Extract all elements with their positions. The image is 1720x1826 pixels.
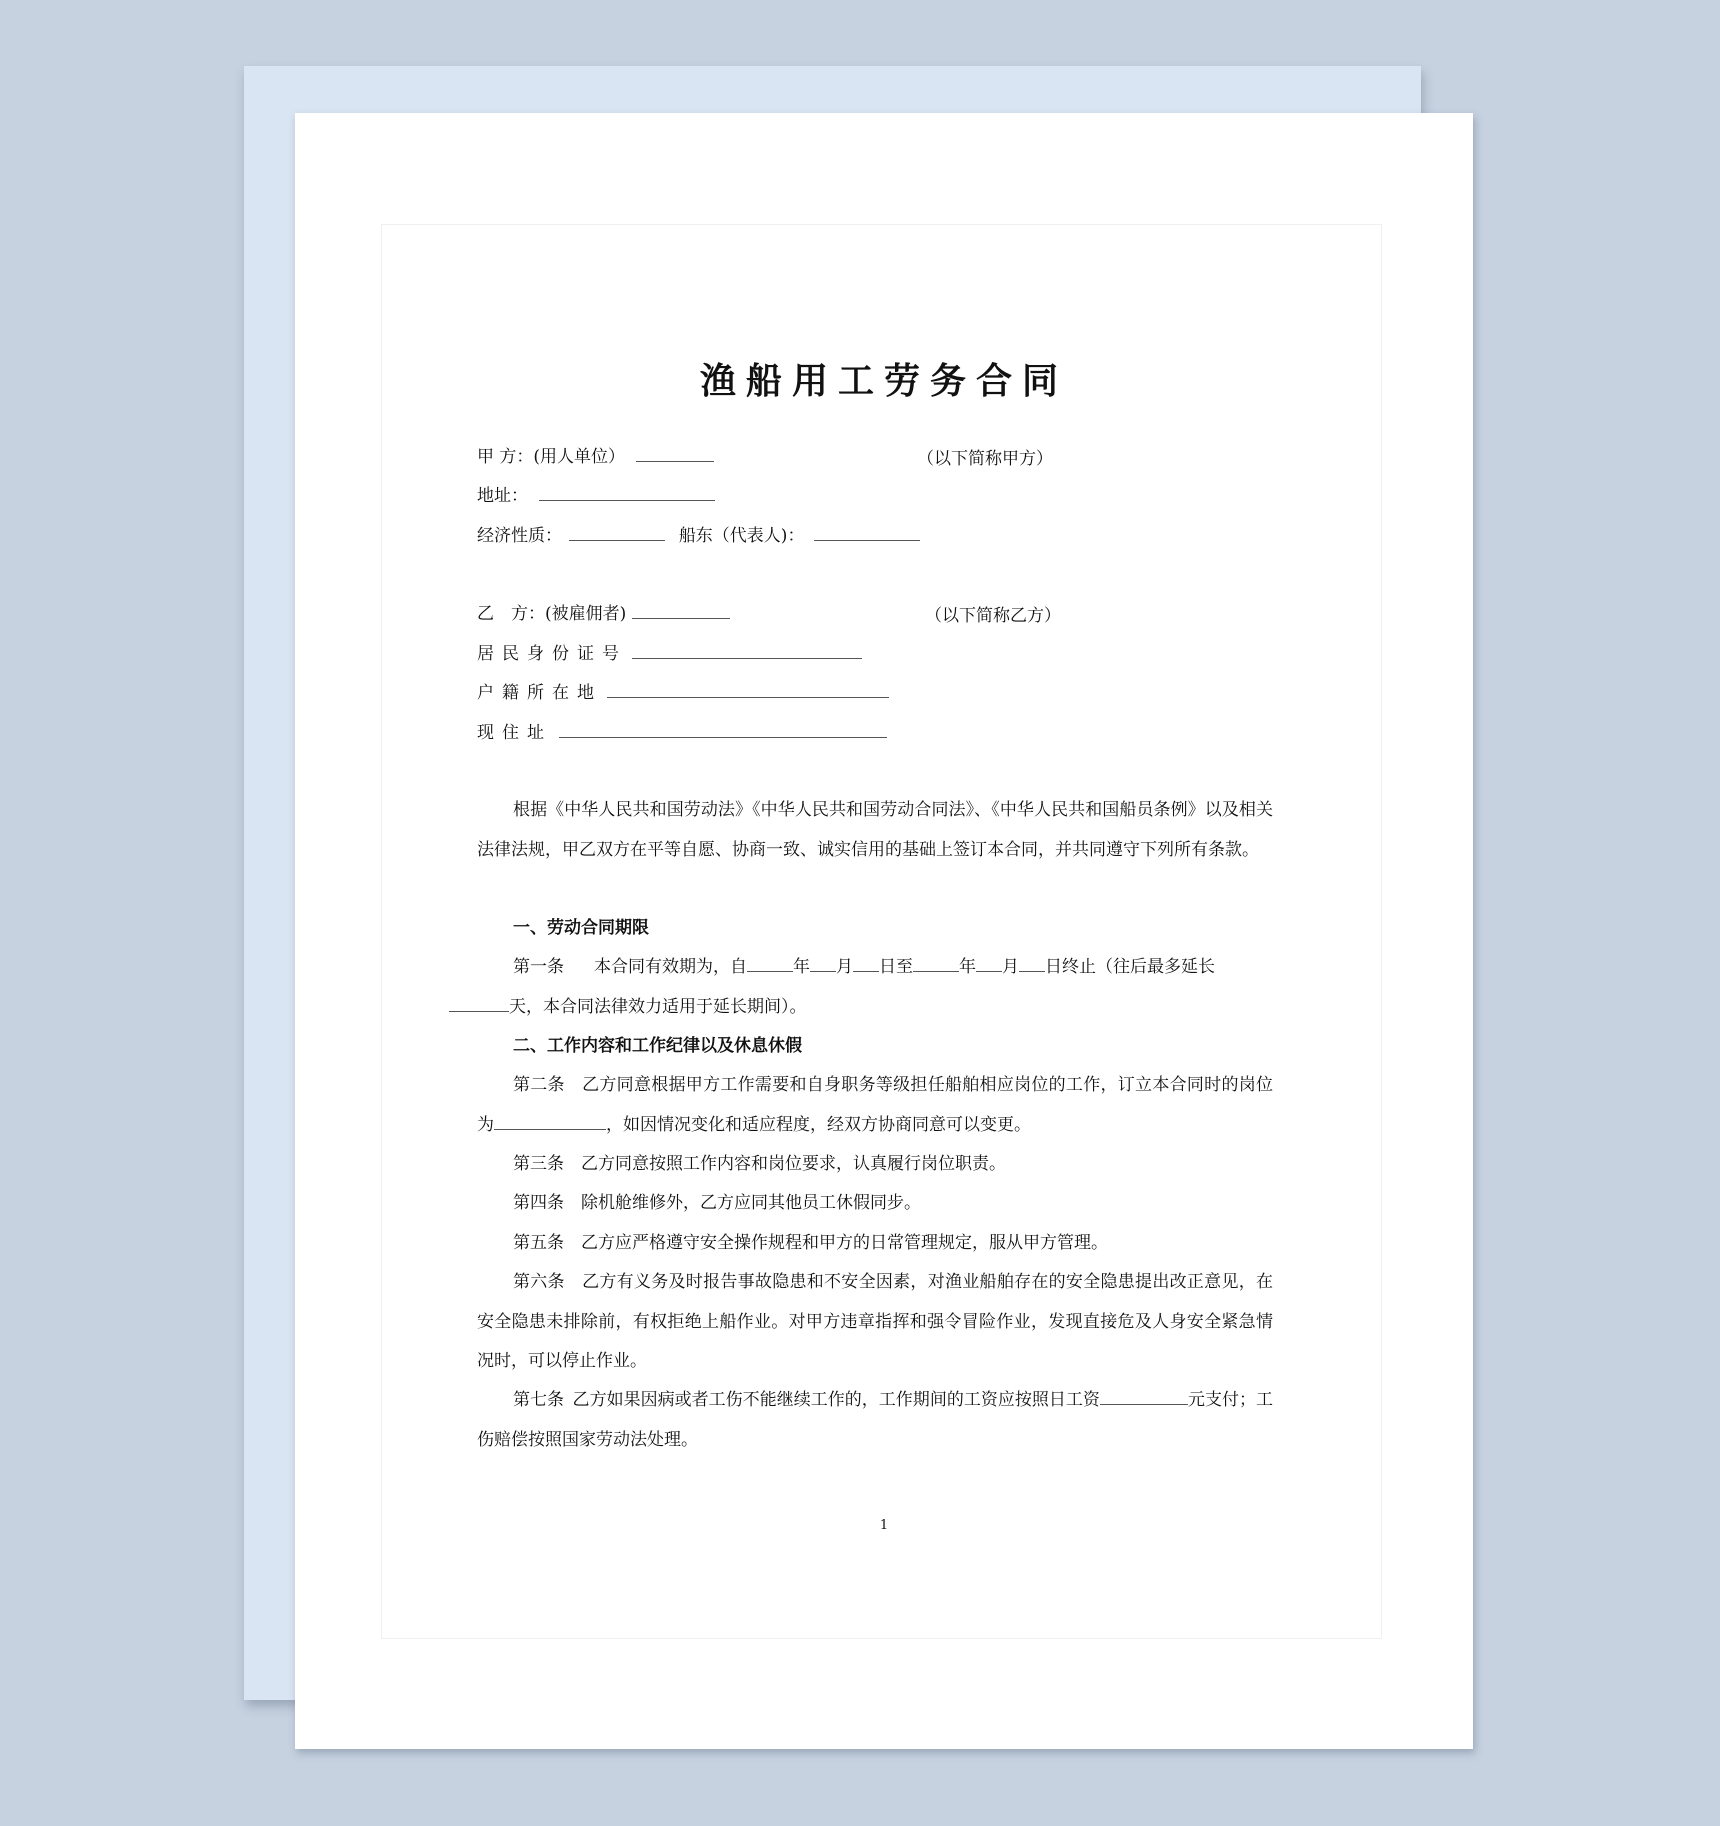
- party-a-label: 甲 方：(用人单位）: [477, 447, 626, 467]
- article-5-label: 第五条: [513, 1233, 564, 1253]
- shipowner-blank: [814, 523, 920, 541]
- document-title: 渔船用工劳务合同: [699, 360, 1068, 402]
- end-year-blank: [913, 954, 959, 972]
- article-5-text: 乙方应严格遵守安全操作规程和甲方的日常管理规定，服从甲方管理。: [581, 1233, 1108, 1253]
- household-blank: [607, 680, 889, 698]
- month-label: 月: [836, 957, 853, 977]
- household-label: 户籍所在地: [477, 683, 602, 703]
- party-b-note: （以下简称乙方）: [925, 606, 1061, 626]
- party-b-label: 乙 方：(被雇佣者): [477, 604, 627, 624]
- party-b-blank: [632, 601, 730, 619]
- article-7: [477, 1381, 1273, 1460]
- page-number: 1: [879, 1518, 889, 1533]
- shipowner-label: 船东（代表人)：: [678, 526, 805, 546]
- article-4-text: 除机舱维修外，乙方应同其他员工休假同步。: [581, 1193, 921, 1213]
- current-address-line: [477, 720, 887, 745]
- article-5: [477, 1224, 1273, 1264]
- start-month-blank: [810, 954, 836, 972]
- front-page-sheet: [295, 113, 1473, 1749]
- id-number-line: [477, 641, 862, 666]
- end-month-blank: [976, 954, 1002, 972]
- party-a-line: [477, 444, 714, 469]
- party-a-blank: [636, 444, 714, 462]
- daily-wage-blank: [1100, 1387, 1188, 1405]
- economic-nature-label: 经济性质：: [477, 526, 562, 546]
- party-a-note: （以下简称甲方）: [917, 449, 1053, 469]
- article-3: [477, 1145, 1273, 1185]
- position-blank: [494, 1112, 606, 1130]
- party-a-address-line: [477, 483, 715, 508]
- article-2-text: 乙方同意根据甲方工作需要和自身职务等级担任船舶相应岗位的工作，订立本合同时的岗位为: [477, 1075, 1274, 1135]
- id-number-label: 居民身份证号: [477, 644, 627, 664]
- article-7-text: 乙方如果因病或者工伤不能继续工作的，工作期间的工资应按照日工资: [572, 1390, 1100, 1410]
- article-1: [477, 948, 1273, 1027]
- address-blank: [539, 483, 715, 501]
- day-to-label: 日至: [879, 957, 913, 977]
- economic-nature-line: [477, 523, 920, 548]
- year-label: 年: [793, 957, 810, 977]
- article-1-text: 本合同有效期为，自: [594, 957, 747, 977]
- article-1-label: 第一条: [513, 957, 564, 977]
- current-address-blank: [559, 720, 887, 738]
- end-day-blank: [1019, 954, 1045, 972]
- article-7-label: 第七条: [513, 1390, 565, 1410]
- household-line: [477, 680, 889, 705]
- article-2-label: 第二条: [513, 1075, 565, 1095]
- current-address-label: 现住址: [477, 723, 552, 743]
- article-6-label: 第六条: [513, 1272, 565, 1292]
- party-b-line: [477, 601, 730, 626]
- start-year-blank: [747, 954, 793, 972]
- article-7-text-after: 元支付；工伤赔偿按照国家劳动法处理。: [477, 1390, 1274, 1450]
- end-label: 日终止（往后最多延长: [1045, 957, 1215, 977]
- start-day-blank: [853, 954, 879, 972]
- article-6: [477, 1263, 1273, 1382]
- section-1-heading: 一、劳动合同期限: [513, 918, 649, 938]
- economic-nature-blank: [569, 523, 665, 541]
- id-number-blank: [632, 641, 862, 659]
- year-label: 年: [959, 957, 976, 977]
- month-label: 月: [1002, 957, 1019, 977]
- article-6-text: 乙方有义务及时报告事故隐患和不安全因素，对渔业船舶存在的安全隐患提出改正意见，在安全隐患未排除前，有权拒绝上船作业。对甲方违章指挥和强令冒险作业，发现直接危及人身安全紧急情况时，可以停止作业。: [477, 1272, 1274, 1371]
- article-3-label: 第三条: [513, 1154, 564, 1174]
- preamble-paragraph: 根据《中华人民共和国劳动法》《中华人民共和国劳动合同法》、《中华人民共和国船员条例》以及相关法律法规，甲乙双方在平等自愿、协商一致、诚实信用的基础上签订本合同，并共同遵守下列所有条款。: [477, 800, 1273, 860]
- article-3-text: 乙方同意按照工作内容和岗位要求，认真履行岗位职责。: [581, 1154, 1006, 1174]
- extension-days-blank: [449, 994, 509, 1012]
- extension-text: 天，本合同法律效力适用于延长期间）。: [509, 996, 807, 1017]
- address-label: 地址：: [477, 486, 528, 506]
- article-2-text-after: ，如因情况变化和适应程度，经双方协商同意可以变更。: [606, 1114, 1031, 1135]
- section-2-heading: 二、工作内容和工作纪律以及休息休假: [513, 1036, 802, 1056]
- article-4: [477, 1184, 1273, 1224]
- article-2: [477, 1066, 1273, 1145]
- article-4-label: 第四条: [513, 1193, 564, 1213]
